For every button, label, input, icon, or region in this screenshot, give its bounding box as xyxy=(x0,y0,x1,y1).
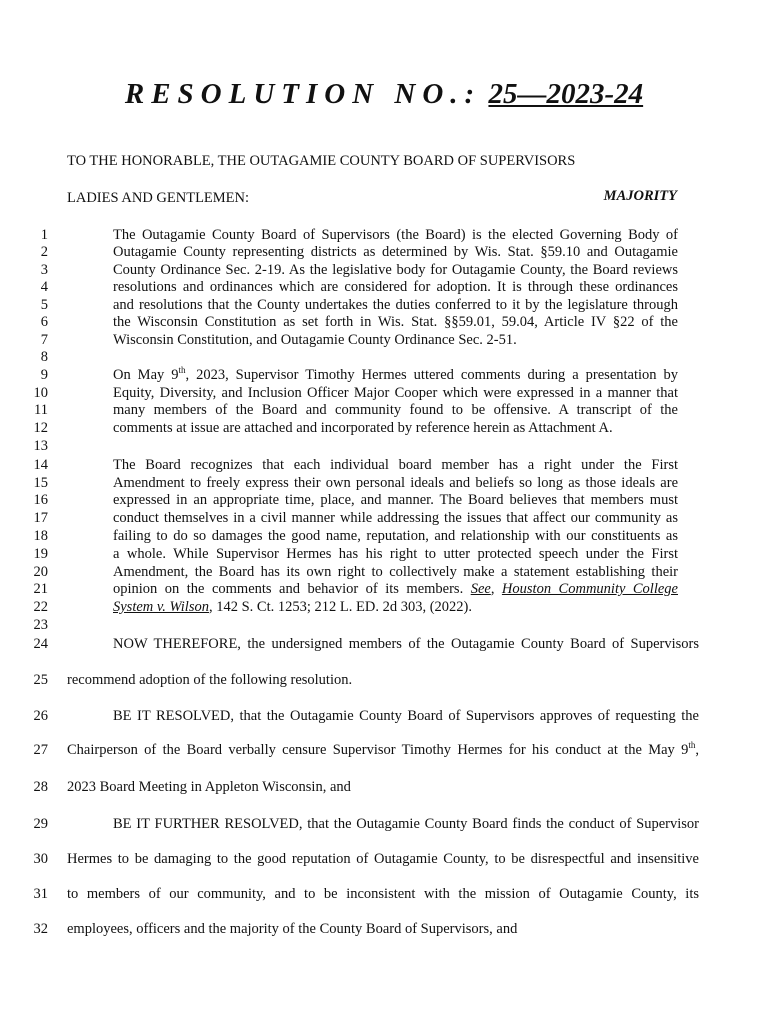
text-run: , xyxy=(490,581,502,597)
text-line: Hermes to be damaging to the good reputation of Outagamie County, to be disrespectful and insensitive xyxy=(67,851,699,867)
line-number: 3 xyxy=(40,262,48,278)
superscript: th xyxy=(178,365,186,376)
line-number: 4 xyxy=(40,279,48,295)
line-number: 8 xyxy=(40,349,48,365)
title-prefix: RESOLUTION NO.: xyxy=(124,78,482,110)
text-run: , xyxy=(695,742,699,758)
line-number: 15 xyxy=(33,475,48,491)
text-line: resolutions and ordinances which are considered for adoption. It is through these ordinances xyxy=(113,279,678,295)
text-line xyxy=(113,598,678,616)
text-line: expressed in an appropriate time, place, and manner. The Board believes that members must xyxy=(113,492,678,508)
text-line: the Wisconsin Constitution as set forth in Wis. Stat. §§59.01, 59.04, Article IV §22 of the xyxy=(113,314,678,330)
resolution-number: 25—2023-24 xyxy=(488,78,644,110)
line-number: 13 xyxy=(33,438,48,454)
line-number: 10 xyxy=(33,385,48,401)
text-line: many members of the Board and community found to be offensive. A transcript of the xyxy=(113,402,678,418)
text-line: recommend adoption of the following resolution. xyxy=(67,672,353,688)
line-number: 7 xyxy=(40,332,48,348)
text-line: conduct themselves in a civil manner while addressing the issues that affect our community as xyxy=(113,510,678,526)
text-line: The Outagamie County Board of Supervisors (the Board) is the elected Governing Body of xyxy=(113,227,678,243)
text-line: NOW THEREFORE, the undersigned members of the Outagamie County Board of Supervisors xyxy=(113,636,699,652)
line-number: 28 xyxy=(33,779,48,795)
text-run: opinion on the comments and behavior of its members. xyxy=(113,581,471,597)
line-number: 19 xyxy=(33,546,48,562)
text-run: , 142 S. Ct. 1253; 212 L. ED. 2d 303, (2022). xyxy=(208,599,472,615)
line-number: 32 xyxy=(33,921,48,937)
text-line: a whole. While Supervisor Hermes has his right to utter protected speech under the First xyxy=(113,546,678,562)
line-number: 27 xyxy=(33,742,48,758)
text-line: County Ordinance Sec. 2-19. As the legislative body for Outagamie County, the Board reviews xyxy=(113,262,678,278)
text-line: failing to do so damages the good name, reputation, and relationship with our constituents as xyxy=(113,528,678,544)
text-line: BE IT RESOLVED, that the Outagamie County Board of Supervisors approves of requesting the xyxy=(113,708,699,724)
line-number: 21 xyxy=(33,581,48,597)
citation-signal: See xyxy=(470,581,491,597)
text-line xyxy=(113,366,678,384)
line-number: 30 xyxy=(33,851,48,867)
line-number: 18 xyxy=(33,528,48,544)
text-line: and resolutions that the County undertakes the duties conferred to it by the legislature through xyxy=(113,297,678,313)
text-line: Outagamie County representing districts as determined by Wis. Stat. §59.10 and Outagamie xyxy=(113,244,678,260)
text-line xyxy=(67,741,699,759)
line-number: 16 xyxy=(33,492,48,508)
line-number: 23 xyxy=(33,617,48,633)
case-name: Houston Community College xyxy=(501,581,678,597)
resolution-title xyxy=(0,76,768,112)
text-line: Amendment, the Board has its own right to collectively make a statement establishing their xyxy=(113,564,678,580)
line-number: 26 xyxy=(33,708,48,724)
text-line: Equity, Diversity, and Inclusion Officer Major Cooper which were expressed in a manner that xyxy=(113,385,678,401)
text-line: employees, officers and the majority of the County Board of Supervisors, and xyxy=(67,921,518,937)
text-line: 2023 Board Meeting in Appleton Wisconsin, and xyxy=(67,779,351,795)
text-run: Chairperson of the Board verbally censure Supervisor Timothy Hermes for his conduct at the May 9 xyxy=(67,742,689,758)
text-run: , 2023, Supervisor Timothy Hermes uttered comments during a presentation by xyxy=(185,367,678,383)
text-line: Wisconsin Constitution, and Outagamie County Ordinance Sec. 2-51. xyxy=(113,332,517,348)
line-number: 29 xyxy=(33,816,48,832)
superscript: th xyxy=(688,740,696,751)
line-number: 20 xyxy=(33,564,48,580)
text-run: On May 9 xyxy=(113,367,179,383)
text-line: BE IT FURTHER RESOLVED, that the Outagamie County Board finds the conduct of Supervisor xyxy=(113,816,699,832)
line-number: 5 xyxy=(40,297,48,313)
line-number: 17 xyxy=(33,510,48,526)
text-line: Amendment to freely express their own personal ideals and beliefs so long as those ideals are xyxy=(113,475,678,491)
text-line xyxy=(113,580,678,598)
line-number: 14 xyxy=(33,457,48,473)
line-number: 6 xyxy=(40,314,48,330)
addressee-line: TO THE HONORABLE, THE OUTAGAMIE COUNTY BOARD OF SUPERVISORS xyxy=(67,153,576,169)
text-line: The Board recognizes that each individual board member has a right under the First xyxy=(113,457,678,473)
text-line: to members of our community, and to be inconsistent with the mission of Outagamie County, its xyxy=(67,886,699,902)
majority-label: MAJORITY xyxy=(603,188,677,204)
line-number: 9 xyxy=(40,367,48,383)
line-number: 22 xyxy=(33,599,48,615)
line-number: 24 xyxy=(33,636,48,652)
line-number: 2 xyxy=(40,244,48,260)
case-name: System v. Wilson xyxy=(113,599,209,615)
line-number: 25 xyxy=(33,672,48,688)
greeting-line: LADIES AND GENTLEMEN: xyxy=(67,190,250,206)
line-number: 11 xyxy=(34,402,48,418)
text-line: comments at issue are attached and incorporated by reference herein as Attachment A. xyxy=(113,420,613,436)
line-number: 1 xyxy=(40,227,48,243)
line-number: 12 xyxy=(33,420,48,436)
line-number: 31 xyxy=(33,886,48,902)
